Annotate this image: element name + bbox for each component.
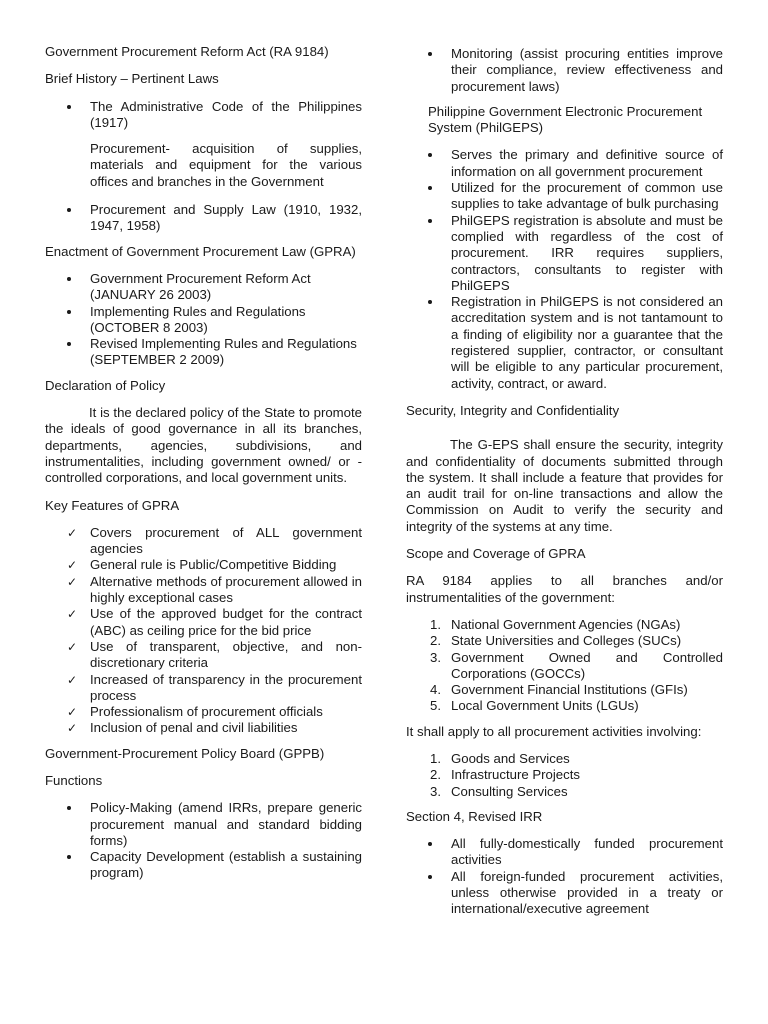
procurement-definition: Procurement- acquisition of supplies, materials and equipment for the various offices and branches in the Government xyxy=(90,141,362,189)
enactment-heading: Enactment of Government Procurement Law (GPRA) xyxy=(45,243,356,259)
document-title: Government Procurement Reform Act (RA 9184) xyxy=(45,44,329,59)
list-item: Government Procurement Reform Act (JANUARY 26 2003) xyxy=(45,271,362,304)
left-column xyxy=(45,44,362,891)
list-item: Procurement and Supply Law (1910, 1932, 1947, 1958) xyxy=(45,202,362,235)
history-list-2 xyxy=(45,202,362,235)
functions-list-continued xyxy=(406,46,723,95)
list-item: All foreign-funded procurement activities, unless otherwise provided in a treaty or international/executive agreement xyxy=(406,869,723,918)
scope-list xyxy=(406,617,723,715)
features-list xyxy=(45,525,362,737)
functions-list xyxy=(45,800,362,881)
list-item: 5. Local Government Units (LGUs) xyxy=(430,698,639,714)
check-item: ✓ Increased of transparency in the procurement process xyxy=(45,672,362,705)
check-item: ✓ Professionalism of procurement officials xyxy=(45,704,362,720)
check-item: ✓ Use of transparent, objective, and non-discretionary criteria xyxy=(45,639,362,672)
policy-paragraph: It is the declared policy of the State to promote the ideals of good governance in all its branches, departments, agencies, subdivisions, and instrumentalities, including government owned/ or -controlled corporations, and local government units. xyxy=(45,405,362,486)
security-heading: Security, Integrity and Confidentiality xyxy=(406,402,620,418)
list-item: Revised Implementing Rules and Regulations (SEPTEMBER 2 2009) xyxy=(45,336,362,369)
list-item: Capacity Development (establish a sustaining program) xyxy=(45,849,362,882)
list-item: 1. Goods and Services xyxy=(430,750,570,766)
list-item: All fully-domestically funded procurement activities xyxy=(406,836,723,869)
apply-list xyxy=(406,751,723,800)
scope-paragraph: RA 9184 applies to all branches and/or instrumentalities of the government: xyxy=(406,573,723,605)
check-item: ✓ Inclusion of penal and civil liabilities xyxy=(45,720,362,736)
history-list xyxy=(45,99,362,132)
apply-paragraph: It shall apply to all procurement activities involving: xyxy=(406,723,702,739)
history-heading: Brief History – Pertinent Laws xyxy=(45,71,219,87)
list-item: Utilized for the procurement of common use supplies to take advantage of bulk purchasing xyxy=(406,180,723,213)
list-item: Monitoring (assist procuring entities improve their compliance, review effectiveness and procurement laws) xyxy=(406,46,723,95)
list-item: Serves the primary and definitive source of information on all government procurement xyxy=(406,147,723,180)
gppb-heading: Government-Procurement Policy Board (GPPB) xyxy=(45,745,325,761)
right-column xyxy=(406,46,723,927)
features-heading: Key Features of GPRA xyxy=(45,497,180,513)
list-item: Implementing Rules and Regulations (OCTOBER 8 2003) xyxy=(45,304,362,337)
functions-heading: Functions xyxy=(45,772,103,788)
scope-heading: Scope and Coverage of GPRA xyxy=(406,546,586,562)
section-list xyxy=(406,836,723,917)
list-item: 1. National Government Agencies (NGAs) xyxy=(430,616,681,632)
list-item: 3. Consulting Services xyxy=(430,783,568,799)
list-item: Policy-Making (amend IRRs, prepare generic procurement manual and standard bidding forms) xyxy=(45,800,362,849)
security-paragraph: The G-EPS shall ensure the security, integrity and confidentiality of documents submitted through the system. It shall include a feature that provides for an audit trail for on-line transactions and allow the Commission on Audit to verify the security and integrity of the systems at any time. xyxy=(406,437,723,534)
policy-heading: Declaration of Policy xyxy=(45,377,166,393)
check-item: ✓ Covers procurement of ALL government agencies xyxy=(45,525,362,558)
check-item: ✓ Alternative methods of procurement allowed in highly exceptional cases xyxy=(45,574,362,607)
list-item: 4. Government Financial Institutions (GFIs) xyxy=(430,682,688,698)
list-item: Registration in PhilGEPS is not considered an accreditation system and is not tantamount to a finding of eligibility nor a guarantee that the registered supplier, contractor, or consultant will be eligible to any particular procurement, activity, contract, or award. xyxy=(406,294,723,392)
list-item: PhilGEPS registration is absolute and must be complied with regardless of the cost of procurement. IRR requires suppliers, contractors, consultants to register with PhilGEPS xyxy=(406,213,723,294)
check-item: ✓ Use of the approved budget for the contract (ABC) as ceiling price for the bid price xyxy=(45,606,362,639)
enactment-list xyxy=(45,271,362,369)
list-item: 3. Government Owned and Controlled Corporations (GOCCs) xyxy=(430,649,723,681)
philgeps-heading: Philippine Government Electronic Procurement System (PhilGEPS) xyxy=(428,103,703,136)
section-heading: Section 4, Revised IRR xyxy=(406,808,543,824)
philgeps-list xyxy=(406,147,723,391)
list-item: The Administrative Code of the Philippines (1917) xyxy=(45,99,362,132)
list-item: 2. Infrastructure Projects xyxy=(430,767,580,783)
check-item: ✓ General rule is Public/Competitive Bidding xyxy=(45,557,362,573)
list-item: 2. State Universities and Colleges (SUCs) xyxy=(430,633,682,649)
